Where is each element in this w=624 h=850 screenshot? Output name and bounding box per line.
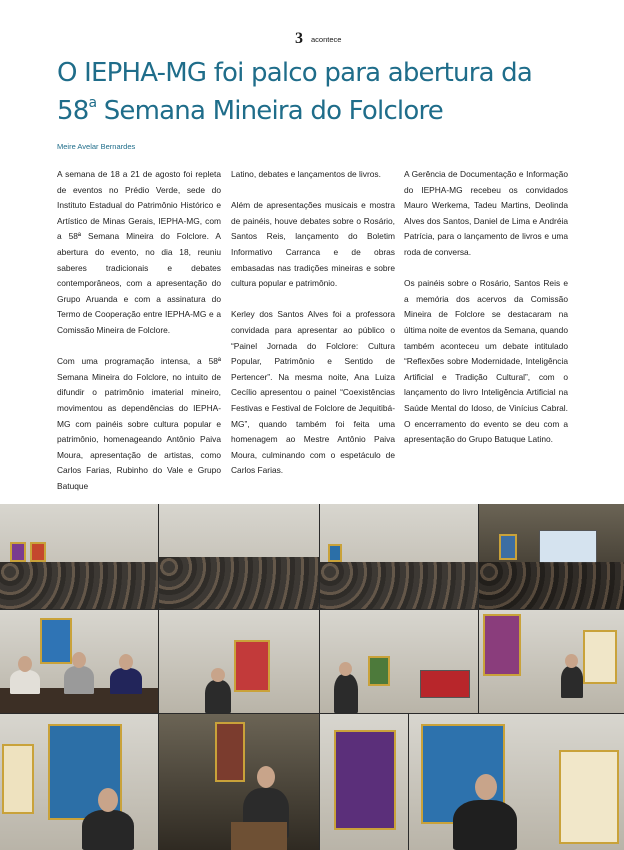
event-photo bbox=[159, 504, 319, 609]
paragraph: Com uma programação intensa, a 58ª Semana Mineira do Folclore, no intuito de difundir o patrimônio imaterial mineiro, movimentou as dependências do IEPHA-MG com painéis sobre cultura popular e patrimônio, homenageando Antônio Paiva Moura, apresentação de artistas, como Carlos Farias, Rubinho do Vale e Grupo Batuque bbox=[57, 356, 221, 491]
photo-collage bbox=[0, 504, 624, 850]
text-column-3 bbox=[404, 167, 568, 463]
event-photo bbox=[320, 714, 408, 850]
paragraph: Além de apresentações musicais e mostra de painéis, houve debates sobre o Rosário, Santos Reis, lançamento do Boletim Informativo Carranca e de obras embasadas nas tradições mineiras e sobre cultura popular e patrimônio. bbox=[231, 200, 395, 289]
paragraph: A semana de 18 a 21 de agosto foi repleta de eventos no Prédio Verde, sede do Instituto Estadual do Patrimônio Histórico e Artístico de Minas Gerais, IEPHA-MG, com a 58ª Semana Mineira do Folclore. A abertura do evento, no dia 18, reuniu saberes tradicionais e debates contemporâneos, com a apresentação do Grupo Aruanda e com a assinatura do Termo de Cooperação entre IEPHA-MG e a Comissão Mineira de Folclore. bbox=[57, 169, 221, 335]
author-byline: Meire Avelar Bernardes bbox=[57, 142, 136, 151]
event-photo bbox=[320, 610, 478, 713]
event-photo bbox=[0, 714, 158, 850]
paragraph: A Gerência de Documentação e Informação do IEPHA-MG recebeu os convidados Mauro Werkema, Tadeu Martins, Deolinda Alves dos Santos, Daniel de Lima e Andréia Patrícia, para o lançamento de livros e uma roda de conversa. bbox=[404, 169, 568, 257]
event-photo bbox=[159, 610, 319, 713]
paragraph: Os painéis sobre o Rosário, Santos Reis e a memória dos acervos da Comissão Mineira de Folclore se destacaram na última noite de eventos da Semana, quando também aconteceu um debate intitulado “Reflexões sobre Modernidade, Inteligência Artificial e Tradição Cultural”, com o lançamento do livro Inteligência Artificial na Saúde Mental do Idoso, de Vinícius Cabral. O encerramento do evento se deu com a apresentação do Grupo Batuque Latino. bbox=[404, 278, 568, 445]
paragraph: Latino, debates e lançamentos de livros. bbox=[231, 169, 381, 179]
page-header bbox=[0, 30, 624, 50]
page-number: 3 bbox=[295, 30, 303, 47]
text-column-1 bbox=[57, 167, 221, 510]
event-photo bbox=[0, 504, 158, 609]
event-photo bbox=[159, 714, 319, 850]
event-photo bbox=[479, 504, 624, 609]
title-line-1: O IEPHA-MG foi palco para abertura da bbox=[57, 58, 533, 88]
text-column-2 bbox=[231, 167, 395, 494]
event-photo bbox=[320, 504, 478, 609]
title-line-2-rest: Semana Mineira do Folclore bbox=[96, 96, 443, 126]
title-line-2-number: 58 bbox=[57, 96, 89, 126]
event-photo bbox=[409, 714, 624, 850]
article-title bbox=[57, 54, 577, 130]
title-ordinal: a bbox=[88, 95, 97, 112]
event-photo bbox=[479, 610, 624, 713]
event-photo bbox=[0, 610, 158, 713]
section-label: acontece bbox=[311, 35, 342, 44]
paragraph: Kerley dos Santos Alves foi a professora convidada para apresentar ao público o “Painel Jornada do Folclore: Cultura Popular, Patrimônio e Sentido de Pertencer”. Na mesma noite, Ana Luiza Cecílio apresentou o painel “Coexistências Festivas e Festival de Folclore de Jequitibá-MG”, quando também foi feita uma homenagem ao Mestre Antônio Paiva Moura, culminando com o espetáculo de Carlos Farias. bbox=[231, 309, 395, 476]
